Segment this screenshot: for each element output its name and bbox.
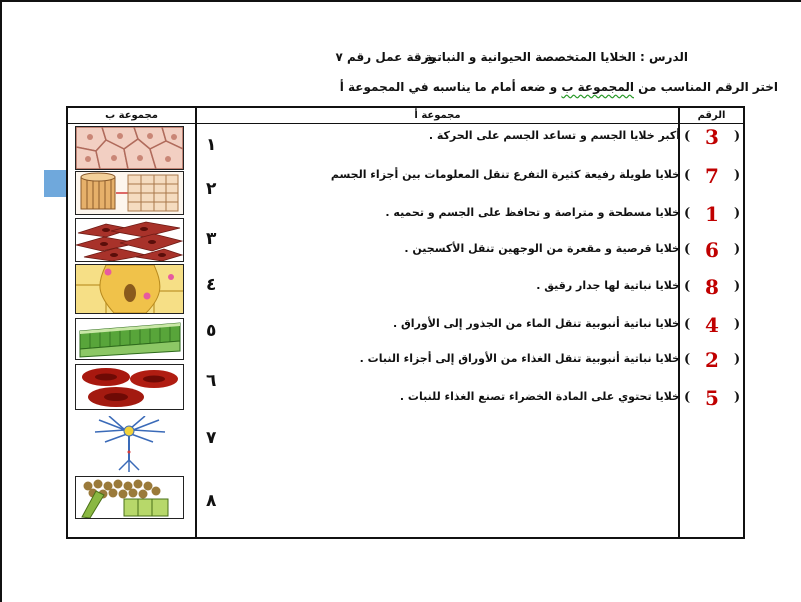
instruction-group-b: المجموعة ب [561, 80, 634, 94]
worksheet-number: ورقة عمل رقم ٧ [335, 50, 436, 64]
paren-open: ( [684, 390, 691, 405]
answer-cell[interactable] [681, 125, 743, 149]
header-number: الرقم [697, 110, 726, 121]
paren-close: ) [734, 242, 741, 257]
group-b-number: ٤ [206, 275, 217, 295]
red-blood-cells-image [75, 364, 184, 410]
muscle-cells-image [75, 218, 184, 262]
answer-cell[interactable] [681, 164, 743, 188]
answer-number: 7 [705, 164, 719, 188]
group-b-number: ٦ [206, 371, 217, 391]
statement-row: خلايا مسطحة و متراصة و تحافظ على الجسم و تحميه . [385, 206, 680, 219]
answer-cell[interactable] [681, 275, 743, 299]
skin-cells-image [75, 126, 184, 170]
group-b-number: ٧ [206, 428, 217, 448]
paren-open: ( [684, 168, 691, 183]
paren-open: ( [684, 352, 691, 367]
answer-number: 2 [705, 348, 719, 372]
statement-row: خلايا نباتية أنبوبية تنقل الماء من الجذور إلى الأوراق . [392, 317, 680, 330]
paren-close: ) [734, 279, 741, 294]
answer-number: 3 [705, 125, 719, 149]
answer-number: 5 [705, 386, 719, 410]
xylem-vessels-image [75, 171, 184, 215]
answer-cell[interactable] [681, 386, 743, 410]
group-b-number: ٥ [206, 321, 217, 341]
instruction-after: و ضعه أمام ما يناسبه في المجموعة أ [339, 80, 562, 94]
answer-cell[interactable] [681, 348, 743, 372]
paren-close: ) [734, 317, 741, 332]
phloem-cells-image [75, 476, 184, 519]
paren-close: ) [734, 168, 741, 183]
group-b-number: ١ [206, 135, 217, 155]
lesson-title: الدرس : الخلايا المتخصصة الحيوانية و النباتية [425, 50, 688, 64]
instruction-text [340, 80, 778, 94]
leaf-cross-section-image [75, 318, 184, 360]
statement-row: خلايا قرصية و مقعرة من الوجهين تنقل الأكسجين . [404, 242, 680, 255]
group-b-number: ٢ [206, 179, 217, 199]
paren-close: ) [734, 352, 741, 367]
paren-close: ) [734, 206, 741, 221]
statement-row: خلايا تحتوي على المادة الخضراء تصنع الغذاء للنبات . [399, 390, 680, 403]
answer-number: 1 [705, 202, 719, 226]
paren-open: ( [684, 129, 691, 144]
worksheet-header [0, 50, 801, 70]
answer-number: 6 [705, 238, 719, 262]
paren-close: ) [734, 390, 741, 405]
instruction-before: اختر الرقم المناسب من [634, 80, 778, 94]
statement-row: خلايا طويلة رفيعة كثيرة التفرع تنقل المعلومات بين أجزاء الجسم [330, 168, 680, 181]
column-divider [195, 108, 197, 537]
paren-open: ( [684, 206, 691, 221]
paren-open: ( [684, 317, 691, 332]
page-border-left [0, 0, 2, 602]
paren-open: ( [684, 279, 691, 294]
answer-number: 8 [705, 275, 719, 299]
paren-close: ) [734, 129, 741, 144]
group-b-number: ٣ [206, 229, 217, 249]
header-group-a: مجموعة أ [414, 110, 461, 121]
paren-open: ( [684, 242, 691, 257]
header-divider [68, 123, 743, 124]
answer-number: 4 [705, 313, 719, 337]
answer-cell[interactable] [681, 238, 743, 262]
group-b-number: ٨ [206, 491, 217, 511]
header-group-b: مجموعة ب [105, 110, 158, 121]
selection-marker[interactable] [44, 170, 66, 197]
statement-row: خلايا نباتية أنبوبية تنقل الغذاء من الأوراق إلى أجزاء النبات . [359, 352, 680, 365]
statement-row: أكبر خلايا الجسم و تساعد الجسم على الحركة . [428, 129, 680, 142]
guard-cells-image [75, 264, 184, 314]
page-border-top [0, 0, 801, 2]
matching-table [66, 106, 745, 539]
answer-cell[interactable] [681, 202, 743, 226]
answer-cell[interactable] [681, 313, 743, 337]
statement-row: خلايا نباتية لها جدار رقيق . [536, 279, 680, 292]
nerve-cell-image [75, 416, 184, 474]
